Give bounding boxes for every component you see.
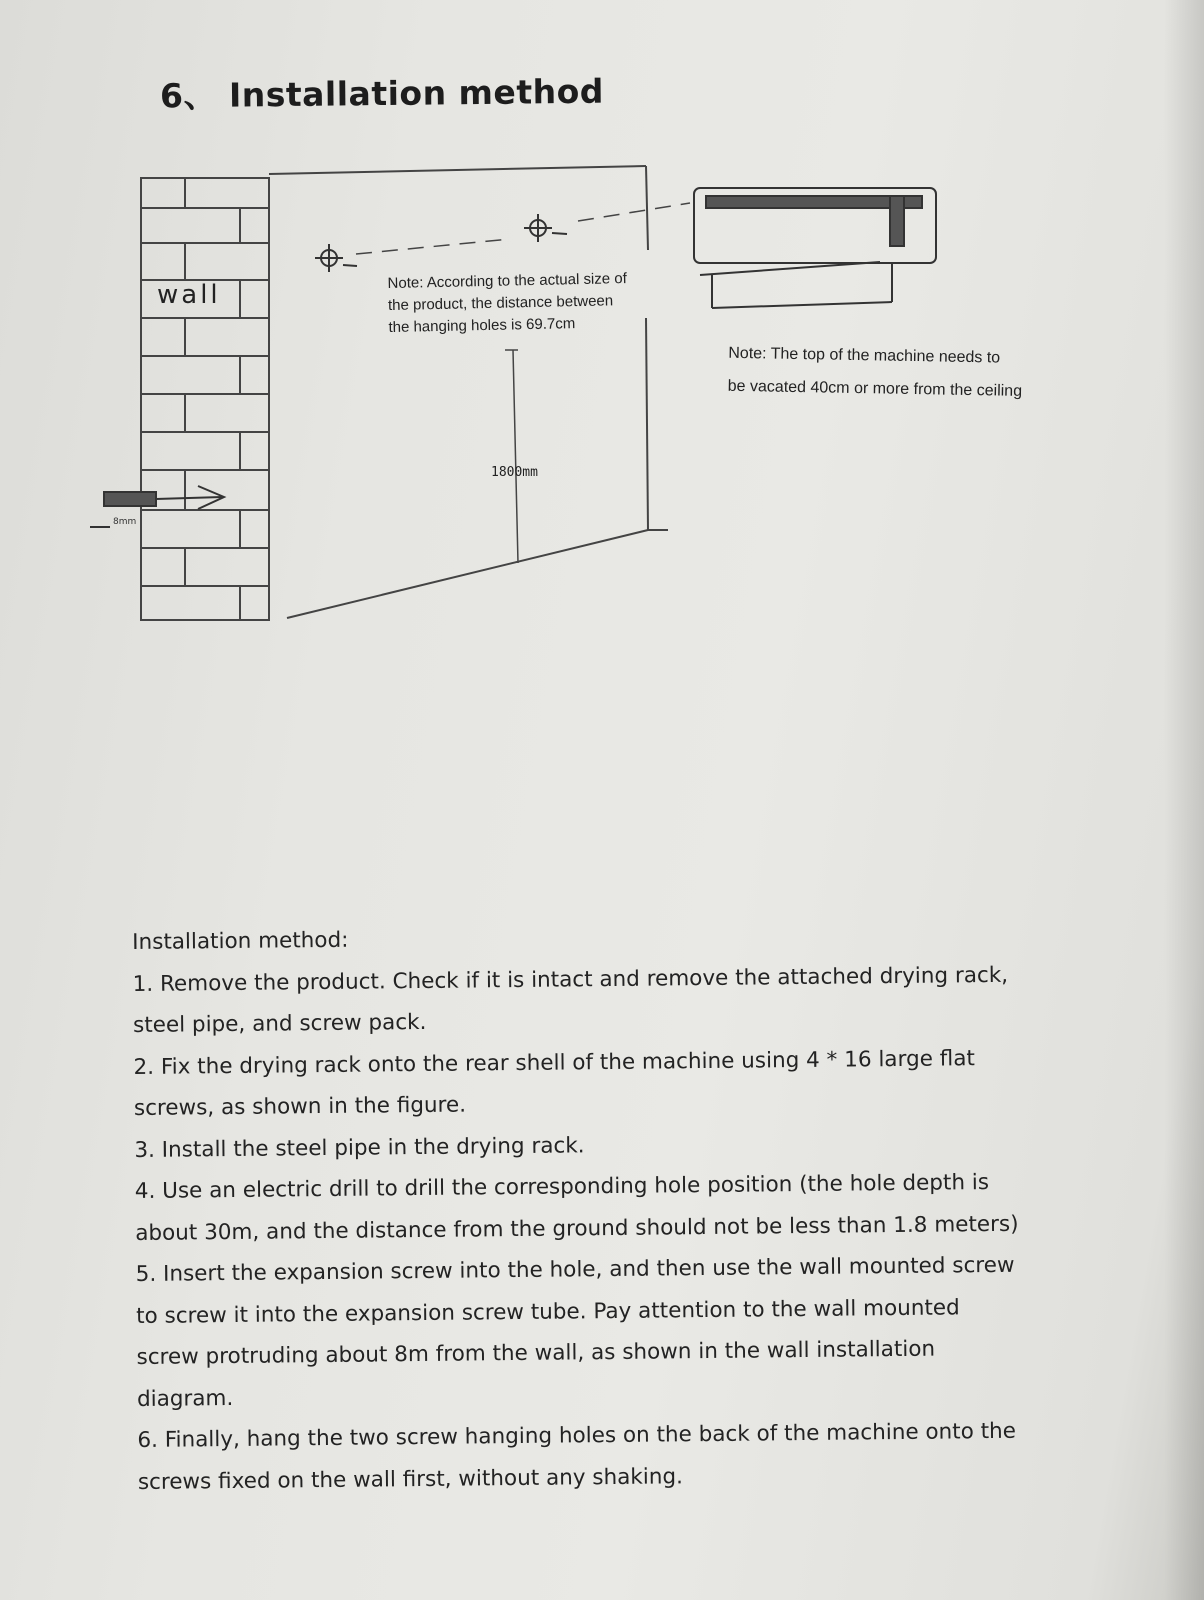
note-line: Note: The top of the machine needs to bbox=[728, 344, 1001, 367]
instruction-line: screws fixed on the wall first, without any shaking. bbox=[137, 1463, 684, 1495]
machine-unit bbox=[694, 188, 936, 308]
instruction-line: to screw it into the expansion screw tube. Pay attention to the wall mounted bbox=[135, 1294, 960, 1329]
instruction-line: steel pipe, and screw pack. bbox=[132, 1009, 427, 1038]
hole-guide-line bbox=[356, 203, 690, 254]
instruction-line: screw protruding about 8m from the wall, as shown in the wall installation bbox=[136, 1336, 936, 1370]
instruction-line: screws, as shown in the figure. bbox=[133, 1092, 467, 1121]
instruction-line: 4. Use an electric drill to drill the corresponding hole position (the hole depth is bbox=[134, 1170, 990, 1204]
instruction-line: 6. Finally, hang the two screw hanging holes on the back of the machine onto the bbox=[137, 1418, 1017, 1453]
section-title: 6、 Installation method bbox=[159, 71, 605, 116]
instruction-line: 5. Insert the expansion screw into the hole, and then use the wall mounted screw bbox=[135, 1252, 1015, 1287]
instruction-line: 2. Fix the drying rack onto the rear shell of the machine using 4 * 16 large flat bbox=[133, 1045, 975, 1080]
screw-size-label: 8mm bbox=[113, 517, 137, 527]
installation-instructions bbox=[132, 912, 1138, 1503]
ceiling-clearance-note bbox=[727, 337, 1098, 409]
note-line: the product, the distance between bbox=[387, 292, 614, 315]
brick-wall bbox=[141, 178, 269, 620]
note-line: the hanging holes is 69.7cm bbox=[388, 315, 576, 337]
instruction-line: 3. Install the steel pipe in the drying rack. bbox=[134, 1132, 585, 1163]
wall-plane bbox=[269, 166, 668, 618]
instruction-line: about 30m, and the distance from the ground should not be less than 1.8 meters) bbox=[135, 1211, 1019, 1246]
height-dimension-label: 1800mm bbox=[491, 465, 538, 480]
instruction-line: diagram. bbox=[136, 1385, 234, 1412]
hanging-holes-note bbox=[387, 267, 678, 339]
note-line: Note: According to the actual size of bbox=[387, 270, 627, 293]
height-dimension bbox=[505, 350, 518, 563]
note-line: be vacated 40cm or more from the ceiling bbox=[727, 377, 1023, 400]
wall-label: wall bbox=[157, 280, 221, 310]
instructions-heading: Installation method: bbox=[132, 927, 349, 955]
expansion-screw bbox=[90, 486, 224, 527]
instruction-line: 1. Remove the product. Check if it is intact and remove the attached drying rack, bbox=[132, 962, 1009, 997]
hanging-hole-markers bbox=[315, 214, 567, 272]
